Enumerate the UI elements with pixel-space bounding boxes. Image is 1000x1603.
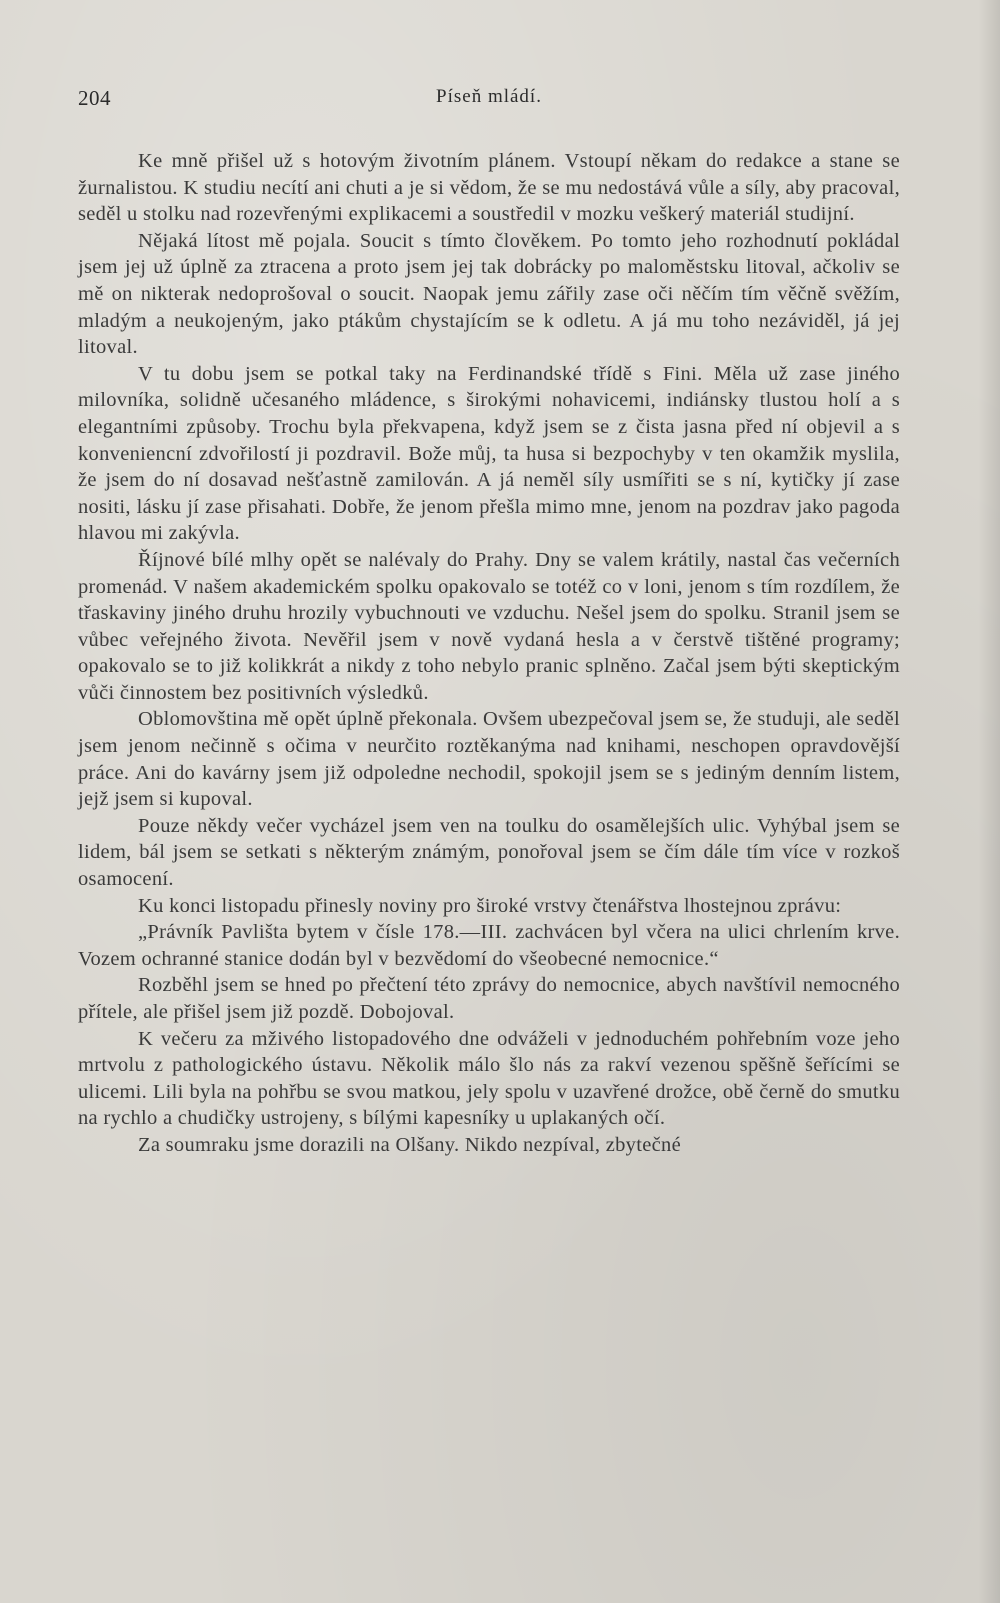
paragraph: Za soumraku jsme dorazili na Olšany. Nikdo nezpíval, zbytečné (138, 1133, 681, 1156)
paragraph: Oblomovština mě opět úplně překonala. Ovšem ubezpečoval jsem se, že studuji, ale seděl jsem jenom nečinně s očima v neurčito roztěkanýma nad knihami, neschopen opravdovější práce. Ani do kavárny jsem již odpoledne nechodil, spokojil jsem se s jediným denním listem, jejž jsem si kupoval. (78, 708, 900, 811)
paragraph: Rozběhl jsem se hned po přečtení této zprávy do nemocnice, abych navštívil nemocného přítele, ale přišel jsem již pozdě. Dobojoval. (78, 974, 900, 1023)
paragraph: Pouze někdy večer vycházel jsem ven na toulku do osamělejších ulic. Vyhýbal jsem se lidem, bál jsem se setkati s některým známým, ponořoval jsem se čím dále tím více v rozkoš osamocení. (78, 814, 900, 891)
text-body (78, 148, 900, 1159)
paragraph: Ke mně přišel už s hotovým životním plánem. Vstoupí někam do redakce a stane se žurnalistou. K studiu necítí ani chuti a je si vědom, že se mu nedostává vůle a síly, aby pracoval, seděl u stolku nad rozevřenými explikacemi a soustředil v mozku veškerý materiál studijní. (78, 150, 900, 226)
paragraph: V tu dobu jsem se potkal taky na Ferdinandské třídě s Fini. Měla už zase jiného milovníka, solidně učesaného mládence, s širokými nohavicemi, indiánsky tlustou holí a s elegantními způsoby. Trochu byla překvapena, když jsem se z čista jasna před ní objevil a s konveniencní zdvořilostí ji pozdravil. Bože můj, ta husa si bezpochyby v ten okamžik myslila, že jsem do ní dosavad nešťastně zamilován. A já neměl síly usmířiti se s ní, kytičky jí zase nositi, lásku jí zase přisahati. Dobře, že jenom přešla mimo mne, jenom na pozdrav jako pagoda hlavou mi zakývla. (78, 362, 900, 545)
paragraph: K večeru za mživého listopadového dne odváželi v jednoduchém pohřebním voze jeho mrtvolu z pathologického ústavu. Několik málo šlo nás za rakví vezenou spěšně šeřícími se ulicemi. Lili byla na pohřbu se svou matkou, jely spolu v uzavřené drožce, obě černě do smutku na rychlo a chudičky ustrojeny, s bílými kapesníky u uplakaných očí. (78, 1027, 900, 1130)
running-head (78, 86, 900, 116)
paragraph: Nějaká lítost mě pojala. Soucit s tímto člověkem. Po tomto jeho rozhodnutí pokládal jsem jej už úplně za ztracena a proto jsem jej tak dobrácky po maloměstsku litoval, ačkoliv se mě on nikterak nedoprošoval o soucit. Naopak jemu zářily zase oči něčím tím věčně svěžím, mladým a neukojeným, jako ptákům chystajícím se k odletu. A já mu toho nezáviděl, já jej litoval. (78, 229, 900, 359)
page-number: 204 (78, 86, 111, 110)
paragraph: „Právník Pavlišta bytem v čísle 178.—III. zachvácen byl včera na ulici chrlením krve. Vozem ochranné stanice dodán byl v bezvědomí do všeobecné nemocnice.“ (78, 921, 900, 970)
running-title: Píseň mládí. (436, 86, 542, 107)
paragraph: Ku konci listopadu přinesly noviny pro široké vrstvy čtenářstva lhostejnou zprávu: (138, 894, 842, 917)
paragraph: Říjnové bílé mlhy opět se nalévaly do Prahy. Dny se valem krátily, nastal čas večerních promenád. V našem akademickém spolku opakovalo se totéž co v loni, jenom s tím rozdílem, že třaskaviny jiného druhu hrozily vybuchnouti ve vzduchu. Nešel jsem do spolku. Stranil jsem se vůbec veřejného života. Nevěřil jsem v nově vydaná hesla a v čerstvě tištěné programy; opakovalo se to již kolikkrát a nikdy z toho nebylo pranic splněno. Začal jsem býti skeptickým vůči činnostem bez positivních výsledků. (78, 548, 900, 704)
